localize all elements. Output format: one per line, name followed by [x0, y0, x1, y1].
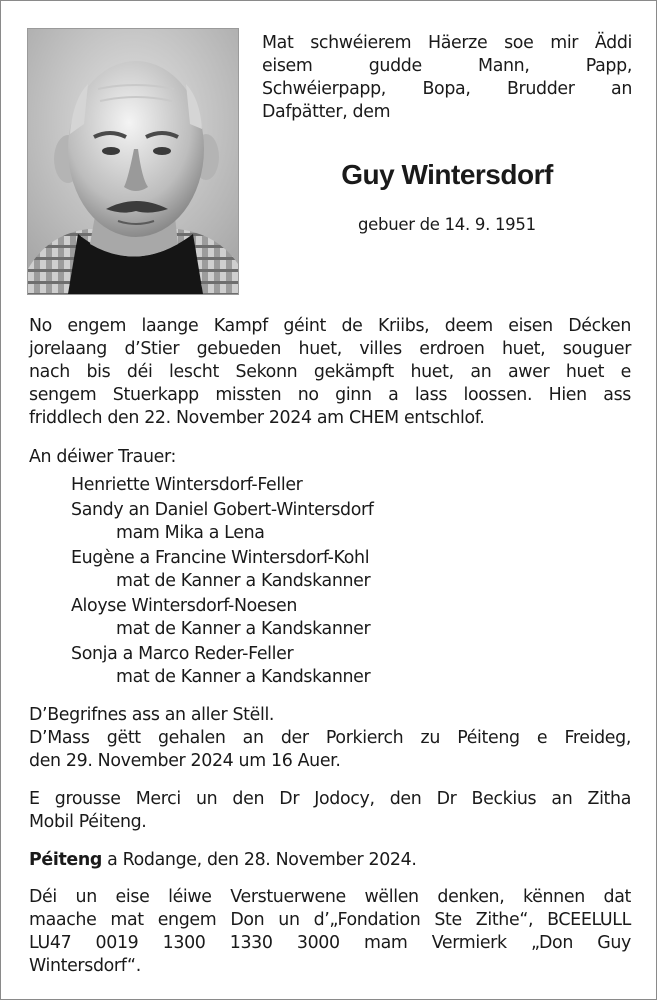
intro-text	[262, 32, 632, 124]
thanks-line: E grousse Merci un den Dr Jodocy, den Dr Beckius an Zitha	[29, 789, 631, 809]
donation-line: Déi un eise léiwe Verstuerwene wëllen denken, kënnen dat	[29, 887, 631, 907]
funeral-line: D’Mass gëtt gehalen an der Porkierch zu Péiteng e Freideg,	[29, 728, 631, 748]
intro-line: Dafpätter, dem	[262, 102, 391, 122]
deceased-name: Guy Wintersdorf	[341, 159, 553, 190]
mourner-sub: mat de Kanner a Kandskanner	[116, 571, 371, 591]
death-notice	[29, 315, 631, 430]
thanks-line: Mobil Péiteng.	[29, 812, 147, 832]
mourner-entry	[71, 643, 631, 689]
death-notice-line: No engem laange Kampf géint de Kriibs, deem eisen Décken	[29, 316, 631, 336]
mourner-name: Sandy an Daniel Gobert-Wintersdorf	[71, 500, 374, 520]
mourner-name: Aloyse Wintersdorf-Noesen	[71, 596, 297, 616]
funeral-line: D’Begrifnes ass an aller Stëll.	[29, 705, 275, 725]
thanks-text	[29, 788, 631, 834]
intro-line: Mat schwéierem Häerze soe mir Äddi	[262, 33, 632, 53]
death-notice-line: jorelaang d’Stier gebueden huet, villes erdroen huet, souguer	[29, 339, 631, 359]
funeral-line: den 29. November 2024 um 16 Auer.	[29, 751, 341, 771]
portrait-photo	[27, 28, 239, 295]
birth-date: gebuer de 14. 9. 1951	[358, 215, 536, 234]
intro-line: Schwéierpapp, Bopa, Brudder an	[262, 79, 632, 99]
donation-line: maache mat engem Don un d’„Fondation Ste Zithe“, BCEELULL	[29, 910, 631, 930]
mourner-sub: mat de Kanner a Kandskanner	[116, 667, 371, 687]
mourners-list	[29, 446, 631, 691]
place-date-rest: a Rodange, den 28. November 2024.	[102, 850, 417, 870]
mourner-sub: mat de Kanner a Kandskanner	[116, 619, 371, 639]
death-notice-line: friddlech den 22. November 2024 am CHEM entschlof.	[29, 408, 485, 428]
mourners-heading: An déiwer Trauer:	[29, 447, 176, 467]
mourner-name: Sonja a Marco Reder-Feller	[71, 644, 294, 664]
death-notice-line: sengem Stuerkapp missten no ginn a lass loossen. Hien ass	[29, 385, 631, 405]
place-date	[29, 849, 631, 872]
donation-text	[29, 886, 631, 978]
mourner-entry	[71, 499, 631, 545]
mourner-entry	[71, 595, 631, 641]
death-notice-line: nach bis déi lescht Sekonn gekämpft huet, an awer huet e	[29, 362, 631, 382]
donation-line: Wintersdorf“.	[29, 956, 141, 976]
mourner-name: Henriette Wintersdorf-Feller	[71, 475, 303, 495]
mourner-name: Eugène a Francine Wintersdorf-Kohl	[71, 548, 370, 568]
donation-line: LU47 0019 1300 1330 3000 mam Vermierk „Don Guy	[29, 933, 631, 953]
intro-line: eisem gudde Mann, Papp,	[262, 56, 632, 76]
portrait-image	[28, 29, 238, 294]
town-name: Péiteng	[29, 850, 102, 870]
funeral-info	[29, 704, 631, 773]
mourner-entry	[71, 547, 631, 593]
mourner-entry	[71, 474, 631, 497]
mourner-sub: mam Mika a Lena	[116, 523, 265, 543]
